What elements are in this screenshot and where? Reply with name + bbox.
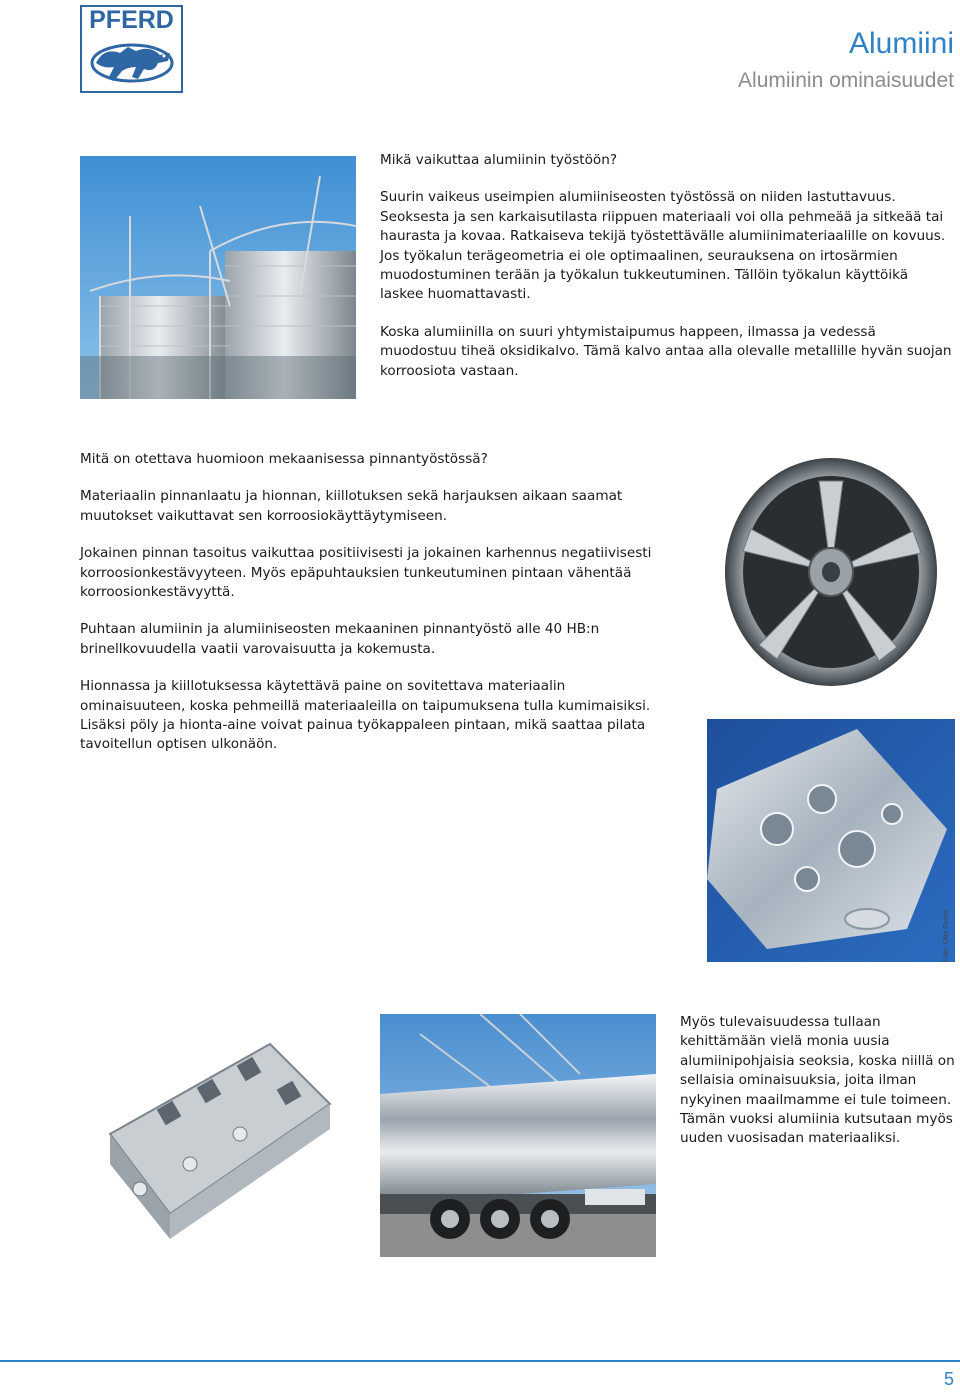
page-number: 5	[943, 1369, 954, 1389]
horse-logo-icon	[84, 33, 180, 89]
section-heading: Mitä on otettava huomioon mekaanisessa pinnantyöstössä?	[80, 451, 488, 467]
page-subtitle: Alumiinin ominaisuudet	[738, 69, 954, 92]
paragraph: Materiaalin pinnanlaatu ja hionnan, kiillotuksen sekä harjauksen aikaan saamat muutokset vaikuttavat sen korroosiokäyttäytymiseen.	[80, 488, 623, 524]
aluminium-casting-photo	[707, 719, 955, 962]
tanker-truck-photo	[380, 1014, 656, 1257]
storage-tanks-photo	[80, 156, 356, 399]
cylinder-head-photo	[80, 1014, 356, 1257]
paragraph: Myös tulevaisuudessa tullaan kehittämään vielä monia uusia alumiinipohjaisia seoksia, koska niillä on sellaisia ominaisuuksia, joita ilman nykyinen maailmamme ei tule toimeen. Tämän vuoksi alumiinia kutsutaan myös uuden vuosisadan materiaaliksi.	[680, 1014, 955, 1147]
section-heading: Mikä vaikuttaa alumiinin työstöön?	[380, 152, 618, 168]
section-surface-treatment	[80, 450, 655, 755]
paragraph: Koska alumiinilla on suuri yhtymistaipumus happeen, ilmassa ja vedessä muodostuu tiheä oksidikalvo. Tämä kalvo antaa alla olevalle metallille hyvän suojan korroosiota vastaan.	[380, 323, 952, 379]
alloy-wheel-photo	[707, 451, 955, 694]
paragraph: Jokainen pinnan tasoitus vaikuttaa positiivisesti ja jokainen karhennus negatiivisesti korroosionkestävyyteen. Myös epäpuhtauksien tunkeutuminen pintaan vähentää korroosionkestävyyttä.	[80, 545, 652, 601]
paragraph: Suurin vaikeus useimpien alumiiniseosten työstössä on niiden lastuttavuus. Seoksesta ja sen karkaisutilasta riippuen materiaali voi olla pehmeää ja sitkeää tai haurasta ja kovaa. Ratkaiseva tekijä työstettävälle alumiinimateriaalille on kovuus. Jos työkalun terägeometria ei ole optimaalinen, seurauksena on irtosärmien muodostuminen terään ja työkalun tukkeutuminen. Tällöin työkalun käyttöikä laskee huomattavasti.	[380, 189, 946, 303]
section-future-alloys	[680, 1013, 955, 1149]
paragraph: Puhtaan alumiinin ja alumiiniseosten mekaaninen pinnantyöstö alle 40 HB:n brinellkovuudella vaatii varovaisuutta ja kokemusta.	[80, 621, 600, 657]
page-title: Alumiini	[848, 27, 954, 60]
pferd-logo	[80, 5, 183, 93]
footer-divider	[0, 1360, 960, 1362]
paragraph: Hionnassa ja kiillotuksessa käytettävä paine on sovitettava materiaalin ominaisuuteen, koska pehmeillä materiaaleilla on taipumuksena tulla kumimaisiksi. Lisäksi pöly ja hionta-aine voivat painua työkappaleen pintaan, mikä saattaa pilata tavoitellun optisen ulkonäön.	[80, 678, 651, 753]
section-machining-factors	[380, 151, 955, 381]
photo-credit: Foto: Otto Fuchs	[943, 909, 950, 962]
logo-text: PFERD	[89, 6, 174, 34]
